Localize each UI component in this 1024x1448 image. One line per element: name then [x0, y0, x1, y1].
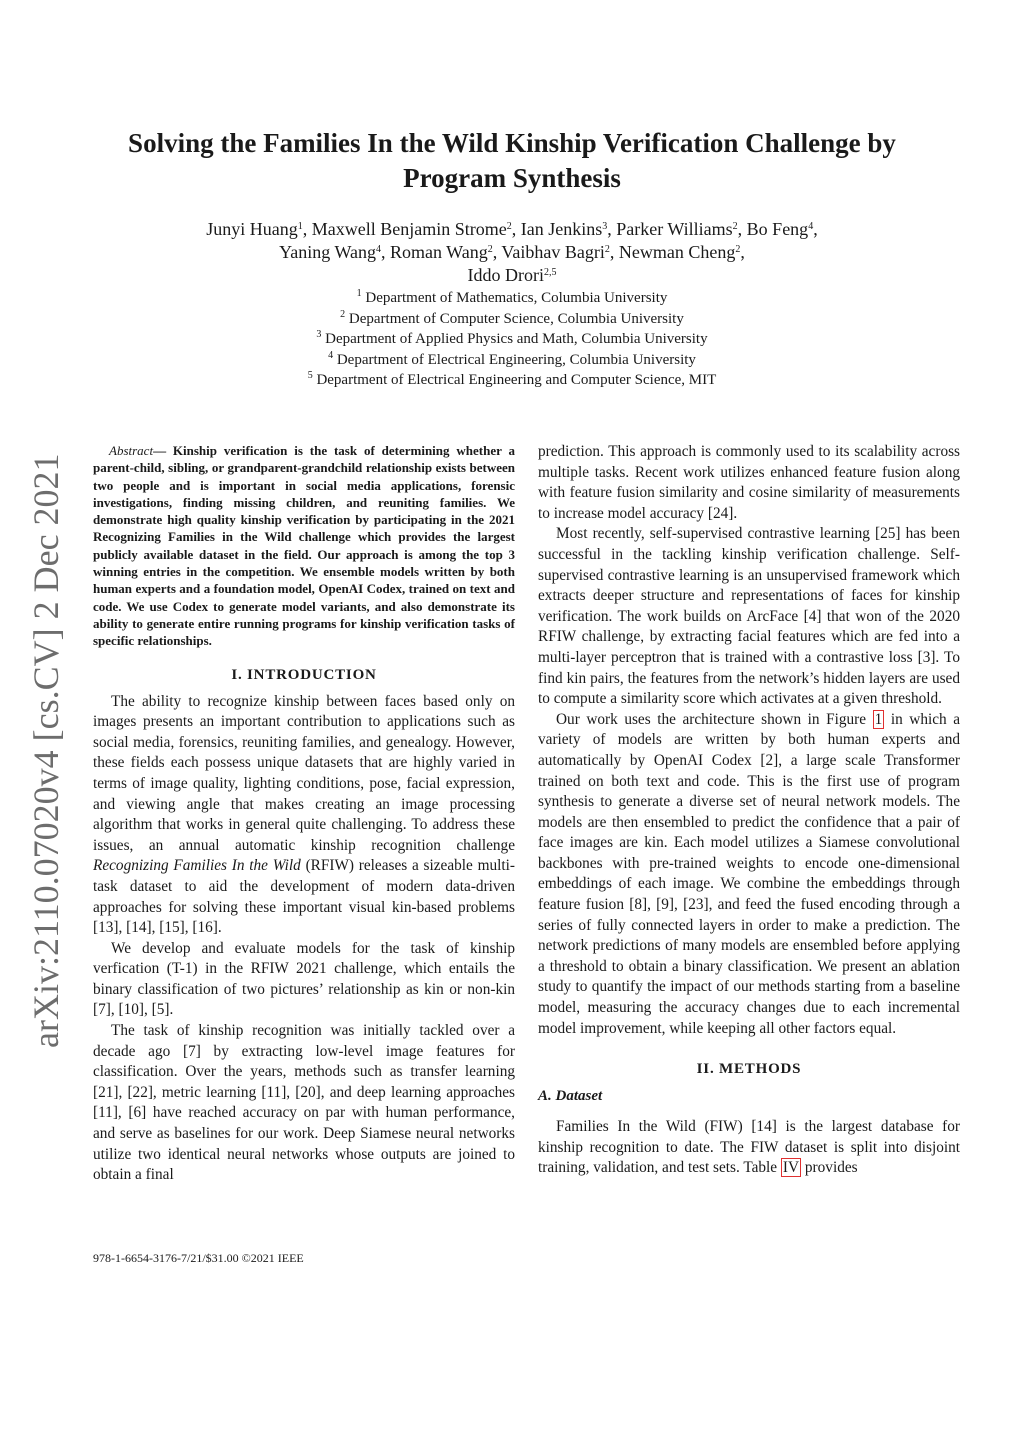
- affiliation-number: 5: [307, 370, 313, 381]
- affiliation-number: 2: [340, 308, 346, 320]
- author-name: Iddo Drori: [467, 265, 544, 285]
- author-affiliation-mark: 3: [602, 221, 608, 232]
- intro-p1-text-b: (RFIW) releases a sizeable multi-task dataset to aid the development of modern data-driven approaches for solving these important visual kin-based problems [13], [14], [15], [16].: [93, 857, 515, 937]
- copyright-footnote: 978-1-6654-3176-7/21/$31.00 ©2021 IEEE: [93, 1251, 304, 1265]
- intro-paragraph-5: [538, 710, 960, 1040]
- affiliation-line: [90, 329, 934, 350]
- intro-paragraph-1: [93, 692, 515, 939]
- intro-paragraph-2: We develop and evaluate models for the task of kinship verfication (T-1) in the RFIW 2021 challenge, which entails the binary classification of two pictures’ relationship as kin or non-kin [7], [10], [5].: [93, 939, 515, 1019]
- author-name: Parker Williams: [616, 219, 733, 239]
- affiliation-line: [90, 288, 934, 309]
- affiliation-line: [90, 309, 934, 330]
- author-name: Newman Cheng: [618, 242, 736, 262]
- author-list: Junyi Huang$^1$, Maxwell Benjamin Strome$^2$, Ian Jenkins$^3$, Parker Williams$^2$, Bo Feng$^4$, Yaning Wang$^4$, Roman Wang$^2$, Vaibhav Bagri$^2$, Newman Cheng$^2$, Iddo Drori$^{2,5}$: [206, 219, 818, 285]
- author-affiliation-mark: 2: [732, 221, 738, 232]
- intro-p5-text-b: in which a variety of models are written by both human experts and automatically by OpenAI Codex [2], a large scale Transformer trained on both text and code. This is the first use of program synthesis to generate a diverse set of neural network models. The models are then ensembled to predict the confidence that a pair of face images are kin. Each model utilizes a Siamese convolutional backbones with pre-trained weights to encode one-dimensional embeddings of each image. We combine the embeddings through feature fusion [8], [9], [23], and feed the fused encoding through a series of fully connected layers in order to make a prediction. The network predictions of many models are ensembled before applying a threshold to obtain a binary classification. We present an ablation study to quantify the impact of our methods starting from a baseline model, measuring the accuracy changes due to each incremental model improvement, while keeping all other factors equal.: [538, 710, 960, 1037]
- abstract: [93, 442, 515, 650]
- author-name: Junyi Huang: [206, 219, 298, 239]
- author-affiliation-mark: 1: [297, 221, 303, 232]
- author-name: Ian Jenkins: [520, 219, 603, 239]
- intro-paragraph-4: Most recently, self-supervised contrastive learning [25] has been successful in the tackling kinship verification challenge. Self-supervised contrastive learning is an unsupervised framework which extracts deeper structure and representations of faces for kinship verification. The work builds on ArcFace [4] that won of the 2020 RFIW challenge, by extracting facial features which are fed into a multi-layer perceptron that is trained with a contrastive loss [3]. To find kin pairs, the features from the network’s hidden layers are used to compute a similarity score which activates at a given threshold.: [538, 525, 960, 708]
- affiliation-number: 1: [356, 288, 362, 299]
- affiliation-text: Department of Electrical Engineering and Computer Science, MIT: [316, 372, 717, 388]
- section-heading-methods: II. METHODS: [696, 1061, 802, 1078]
- table-iv-link[interactable]: IV: [782, 1159, 800, 1177]
- left-column: [93, 442, 515, 1186]
- author-affiliation-mark: 2: [506, 221, 512, 232]
- author-affiliation-mark: 2: [604, 244, 610, 255]
- affiliation-text: Department of Mathematics, Columbia University: [365, 290, 668, 306]
- author-name: Yaning Wang: [279, 242, 377, 262]
- right-column: [538, 442, 960, 1179]
- author-affiliation-mark: 4: [808, 221, 814, 232]
- author-name: Vaibhav Bagri: [501, 242, 605, 262]
- figure-1-link[interactable]: 1: [874, 710, 883, 728]
- methods-paragraph-1: [538, 1117, 960, 1179]
- author-name: Bo Feng: [746, 219, 809, 239]
- section-heading-introduction: I. INTRODUCTION: [231, 666, 377, 683]
- subsection-heading-dataset: A. Dataset: [538, 1088, 603, 1105]
- affiliation-line: [90, 350, 934, 371]
- abstract-label: Abstract: [109, 443, 154, 458]
- abstract-text: Kinship verification is the task of determining whether a parent-child, sibling, or grandparent-grandchild relationship exists between two people and is important in social media applications, forensic investigations, finding missing children, and reuniting families. We demonstrate high quality kinship verification by participating in the 2021 Recognizing Families in the Wild challenge which provides the largest publicly available dataset in the field. Our approach is among the top 3 winning entries in the competition. We ensemble models written by both human experts and a foundation model, OpenAI Codex, trained on text and code. We use Codex to generate model variants, and also demonstrate its ability to generate entire running programs for kinship verification tasks of specific relationships.: [93, 443, 515, 649]
- methods-p1-text-a: Families In the Wild (FIW) [14] is the largest database for kinship recognition to date. The FIW dataset is split into disjoint training, validation, and test sets. Table: [538, 1118, 960, 1177]
- author-affiliation-mark: 2,5: [543, 267, 557, 278]
- affiliation-number: 4: [328, 349, 334, 361]
- intro-p1-emphasis: Recognizing Families In the Wild: [93, 857, 301, 875]
- author-affiliation-mark: 2: [735, 244, 741, 255]
- paper-title: Solving the Families In the Wild Kinship Verification Challenge by Program Synthesis: [128, 128, 896, 193]
- affiliation-text: Department of Computer Science, Columbia University: [348, 310, 684, 327]
- intro-p1-text-a: The ability to recognize kinship between faces based only on images presents an important contribution to applications such as social media, forensics, reuniting families, and genealogy. However, these fields each possess unique datasets that are highly varied in terms of image quality, lighting conditions, pose, facial expression, and viewing angle that makes creating an image processing algorithm that works in general quite challenging. To address these issues, an annual automatic kinship recognition challenge: [93, 692, 515, 854]
- affiliation-line: [90, 370, 934, 391]
- author-name: Maxwell Benjamin Strome: [311, 219, 507, 239]
- author-affiliation-mark: 2: [487, 244, 493, 255]
- affiliation-text: Department of Electrical Engineering, Columbia University: [336, 351, 696, 368]
- arxiv-watermark: arXiv:2110.07020v4 [cs.CV] 2 Dec 2021: [26, 453, 66, 1048]
- intro-paragraph-3-continued: prediction. This approach is commonly used to its scalability across multiple tasks. Recent work utilizes enhanced feature fusion along with feature fusion similarity and cosine similarity of measurements to increase model accuracy [24].: [538, 443, 960, 522]
- intro-p5-text-a: Our work uses the architecture shown in Figure: [556, 710, 873, 728]
- affiliation-number: 3: [316, 329, 322, 340]
- author-affiliation-mark: 4: [376, 244, 382, 255]
- affiliation-list: [90, 288, 934, 391]
- author-name: Roman Wang: [390, 242, 488, 262]
- intro-paragraph-3: The task of kinship recognition was initially tackled over a decade ago [7] by extracting low-level image features for classification. Over the years, methods such as transfer learning [21], [22], metric learning [11], [20], and deep learning approaches [11], [6] have reached accuracy on par with human performance, and serve as baselines for our work. Deep Siamese neural networks utilize two identical neural networks whose outputs are joined to obtain a final: [93, 1022, 515, 1184]
- methods-p1-text-b: provides: [801, 1159, 858, 1177]
- affiliation-text: Department of Applied Physics and Math, Columbia University: [325, 331, 708, 347]
- abstract-dash: —: [153, 443, 173, 458]
